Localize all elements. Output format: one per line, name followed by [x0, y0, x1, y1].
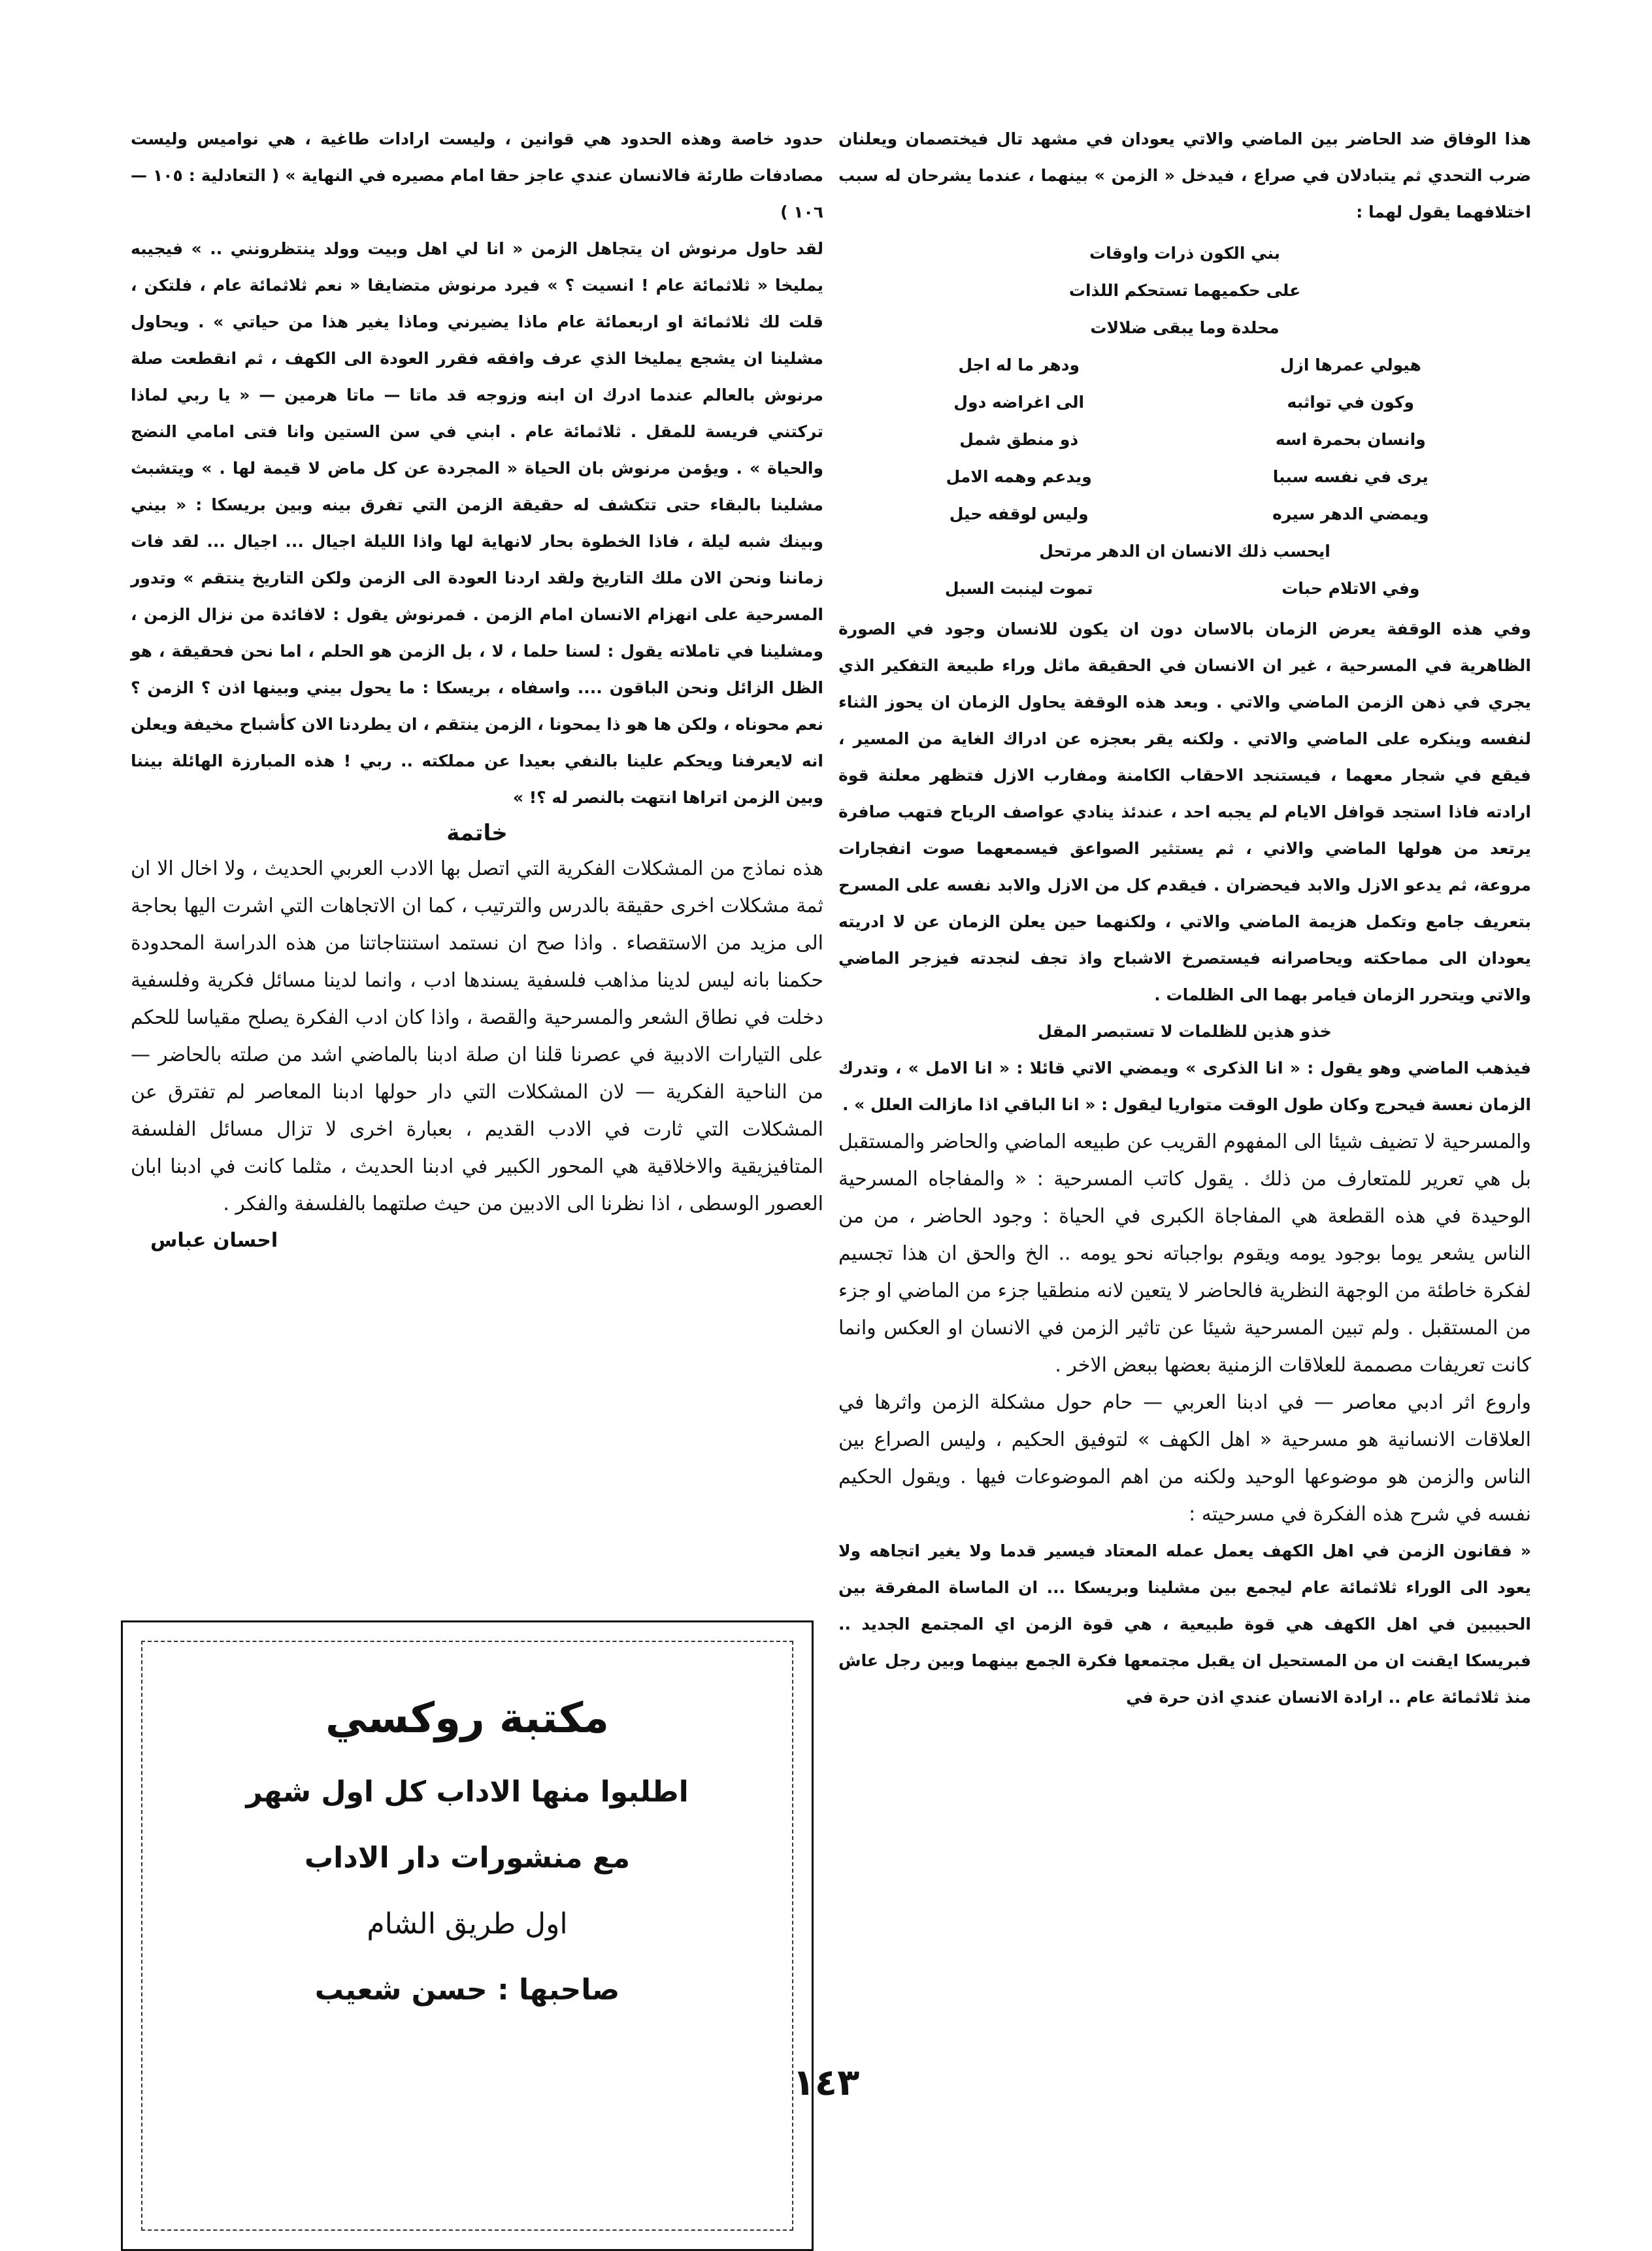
poem-hemistich: تموت لينبت السبل	[944, 579, 1093, 598]
left-column	[131, 121, 823, 1252]
advertisement-owner: صاحبها : حسن شعيب	[314, 1973, 620, 2007]
poem-verse: بني الكون ذرات واوقات	[1089, 244, 1280, 263]
poem-line	[838, 495, 1531, 533]
poem-line	[838, 309, 1531, 346]
advertisement-line: مع منشورات دار الاداب	[304, 1841, 631, 1875]
right-intro-paragraph: هذا الوفاق ضد الحاضر بين الماضي والاتي يعودان في مشهد تال فيختصمان ويعلنان ضرب التحدي ثم يتبادلان في صراع ، فيدخل « الزمن » بينهما ، عندما يشرحان له سبب اختلافهما يقول لهما :	[838, 129, 1531, 222]
poem-line	[838, 384, 1531, 421]
poem-hemistich: وانسان بحمرة اسه	[1275, 430, 1426, 449]
right-column	[838, 121, 1531, 1716]
right-verse-line: خذو هذين للظلمات لا تستبصر المقل	[1038, 1022, 1332, 1041]
poem-verse: ايحسب ذلك الانسان ان الدهر مرتحل	[1039, 542, 1330, 561]
poem-hemistich: ودهر ما له اجل	[958, 355, 1080, 374]
poem-hemistich: وكون في تواثبه	[1287, 393, 1415, 412]
right-paragraph-3: فيذهب الماضي وهو يقول : « انا الذكرى » ويمضي الاتي قائلا : « انا الامل » ، وتدرك الزمان نعسة فيحرج وكان طول الوقت متواريا ليقول : « انا الباقي اذا مازالت العلل » .	[838, 1059, 1531, 1114]
poem-line	[838, 458, 1531, 495]
poem-verse: على حكميهما تستحكم اللذات	[1068, 281, 1301, 300]
poem-line	[838, 235, 1531, 272]
page-number: ١٤٣	[792, 2062, 860, 2104]
right-paragraph-1: وفي هذه الوقفة يعرض الزمان بالاسان دون ان يكون للانسان وجود في الصورة الظاهرية في المسرحية ، غير ان الانسان في الحقيقة ماثل وراء طبيعة التفكير الذي يجري في ذهن الزمن الماضي والاتي . وبعد هذه الوقفة يحاول الزمان ان يحوز الثناء لنفسه وينكره على الماضي والاتي . ولكنه يقر بعجزه عن ادراك الغاية من المسير ، فيقع في شجار معهما ، فيستنجد الاحقاب الكامنة ومفارب الازل فتظهر معلنة قوة ارادته فاذا استجد قوافل الايام لم يجبه احد ، عندئذ ينادي عواصف الرياح فتهب صافرة يرتعد من هولها الماضي والاني ، ثم يستثير الصواعق فيسمعهما صوت انفجارات مروعة، ثم يدعو الازل والابد فيحضران . فيقدم كل من الازل والابد نفسه على المسرح بتعريف جامع وتكمل هزيمة الماضي والاتي ، ولكنهما حين يعلن الزمان عن لا ادريته يعودان الى مماحكته ويحاصرانه فيستصرخ الاشباح واذ تجف لنجدته فيزجر الماضي والاتي ويتحرر الزمان فيامر بهما الى الظلمات .	[838, 619, 1531, 1004]
right-paragraph-5: واروع اثر ادبي معاصر — في ادبنا العربي — حام حول مشكلة الزمن واثرها في العلاقات الانسانية هو مسرحية « اهل الكهف » لتوفيق الحكيم ، وليس الصراع بين الناس والزمن هو موضوعها الوحيد ولكنه من اهم الموضوعات فيها . ويقول الحكيم نفسه في شرح هذه الفكرة في مسرحيته :	[838, 1391, 1531, 1526]
advertisement-inner-frame	[141, 1641, 793, 2231]
left-paragraph-1: حدود خاصة وهذه الحدود هي قوانين ، وليست ارادات طاغية ، هي نواميس وليست مصادفات طارئة فالانسان عندي عاجز حقا امام مصيره في النهاية » ( التعادلية : ١٠٥ — ١٠٦ )	[131, 129, 823, 222]
left-paragraph-2: لقد حاول مرنوش ان يتجاهل الزمن « انا لي اهل وبيت وولد ينتظرونني .. » فيجيبه يمليخا « ثلاثمائة عام ! انسيت ؟ » فيرد مرنوش متضايقا « نعم ثلاثمائة عام ، فلتكن ، قلت لك ثلاثمائة او اربعمائة عام ماذا يضيرني وماذا يغير هذا من حياتي » . ويحاول مشلينا ان يشجع يمليخا الذي عرف وافقه فقرر العودة الى الكهف ، ثم انقطعت صلة مرنوش بالعالم عندما ادرك ان ابنه وزوجه قد ماتا — ماتا هرمين — « يا ربي لماذا تركتني فريسة للمقل . ثلاثمائة عام . ابني في سن الستين وانا فتى امامي النضج والحياة » . ويؤمن مرنوش بان الحياة « المجردة عن كل ماض لا قيمة لها . » ويتشبث مشلينا بالبقاء حتى تتكشف له حقيقة الزمن التي تفرق بينه وبين بريسكا : « بيني وبينك شبه ليلة ، فاذا الخطوة بحار لانهاية لها واذا الليلة اجيال ... اجيال ... لقد فات زماننا ونحن الان ملك التاريخ ولقد اردنا العودة الى الزمن ولكن التاريخ ينتقم » وتدور المسرحية على انهزام الانسان امام الزمن . فمرنوش يقول : لافائدة من نزال الزمن ، ومشلينا في تاملاته يقول : لسنا حلما ، لا ، بل الزمن هو الحلم ، اما نحن فحقيقة ، هو الظل الزائل ونحن الباقون .... واسفاه ، بريسكا : ما يحول بيني وبينها اذن ؟ الزمن ؟ نعم محوناه ، ولكن ها هو ذا يمحونا ، الزمن ينتقم ، ان يطردنا الان كأشباح مخيفة ويعلن انه لايعرفنا ويحكم علينا بالنفي بعيدا عن مملكته .. ربي ! هذه المبارزة الهائلة بيننا وبين الزمن اتراها انتهت بالنصر له ؟! »	[131, 239, 823, 807]
poem-hemistich: الى اغراضه دول	[953, 393, 1085, 412]
poem-hemistich: وليس لوقفه حيل	[949, 504, 1089, 523]
poem-line	[838, 570, 1531, 607]
advertisement-title: مكتبة روكسي	[325, 1694, 609, 1743]
poem-line	[838, 272, 1531, 309]
right-paragraph-4: والمسرحية لا تضيف شيئا الى المفهوم القريب عن طبيعه الماضي والحاضر والمستقبل بل هي تعرير للمتعارف من ذلك . يقول كاتب المسرحية : « والمفاجاه المسرحية الوحيدة في هذه القطعة هي المفاجاة الكبرى في الحياة : وجود الحاضر ، من من الناس يشعر يوما بوجود يومه ويقوم بواجباته نحو يومه .. الخ والحق ان هذا تجسيم لفكرة خاطئة من الوجهة النظرية فالحاضر لا يتعين لانه منطقيا جزء من الماضي او جزء من المستقبل . ولم تبين المسرحية شيئا عن تاثير الزمن في الانسان او العكس وانما كانت تعريفات مصممة للعلاقات الزمنية بعضها ببعض الاخر .	[838, 1130, 1531, 1377]
advertisement-line: اطلبوا منها الاداب كل اول شهر	[246, 1775, 689, 1809]
poem-line	[838, 346, 1531, 384]
poem-hemistich: ذو منطق شمل	[959, 430, 1079, 449]
right-paragraph-6: « فقانون الزمن في اهل الكهف يعمل عمله المعتاد فيسير قدما ولا يغير اتجاهه ولا يعود الى الوراء ثلاثمائة عام ليجمع بين مشلينا وبريسكا ... ان الماساة المفرقة بين الحبيبين في اهل الكهف هي قوة طبيعية ، هي قوة الزمن اي المجتمع الجديد .. فبريسكا ايقنت ان من المستحيل ان يقبل مجتمعها فكرة الجمع بينهما وبين رجل عاش منذ ثلاثمائة عام .. ارادة الانسان عندي اذن حرة في	[838, 1541, 1531, 1707]
poem-verse: محلدة وما يبقى ضلالات	[1090, 318, 1280, 337]
poem-line	[838, 533, 1531, 570]
left-paragraph-3: هذه نماذج من المشكلات الفكرية التي اتصل بها الادب العربي الحديث ، ولا اخال الا ان ثمة مشكلات اخرى حقيقة بالدرس والترتيب ، كما ان الاتجاهات التي اشرت اليها بحاجة الى مزيد من الاستقصاء . واذا صح ان نستمد استنتاجاتنا من هذه الدراسة المحدودة حكمنا بانه ليس لدينا مذاهب فلسفية يسندها ادب ، وانما لدينا مسائل فكرية وفلسفية دخلت في نطاق الشعر والمسرحية والقصة ، واذا كان ادب الفكرة يصلح مقياسا للحكم على التيارات الادبية في عصرنا قلنا ان صلة ادبنا بالماضي اشد من صلته بالحاضر — من الناحية الفكرية — لان المشكلات التي دار حولها ادبنا المعاصر لم تفترق عن المشكلات التي ثارت في الادب القديم ، بعبارة اخرى لا تزال مسائل الفلسفة المتافيزيقية والاخلاقية هي المحور الكبير في ادبنا الحديث ، مثلما كانت في ادبنا ابان العصور الوسطى ، اذا نظرنا الى الادبين من حيث صلتهما بالفلسفة والفكر .	[131, 857, 823, 1215]
author-name: احسان عباس	[150, 1229, 278, 1252]
poem-hemistich: ويدعم وهمه الامل	[946, 467, 1092, 486]
advertisement-box	[121, 1620, 814, 2251]
advertisement-line: اول طريق الشام	[367, 1907, 568, 1941]
poem-line	[838, 421, 1531, 458]
section-title: خاتمة	[446, 820, 508, 846]
poem-hemistich: يرى في نفسه سببا	[1272, 467, 1429, 486]
poem-block	[838, 235, 1531, 607]
poem-hemistich: هيولي عمرها ازل	[1280, 355, 1421, 374]
poem-hemistich: وفي الاتلام حبات	[1281, 579, 1420, 598]
poem-hemistich: ويمضي الدهر سيره	[1272, 504, 1429, 523]
